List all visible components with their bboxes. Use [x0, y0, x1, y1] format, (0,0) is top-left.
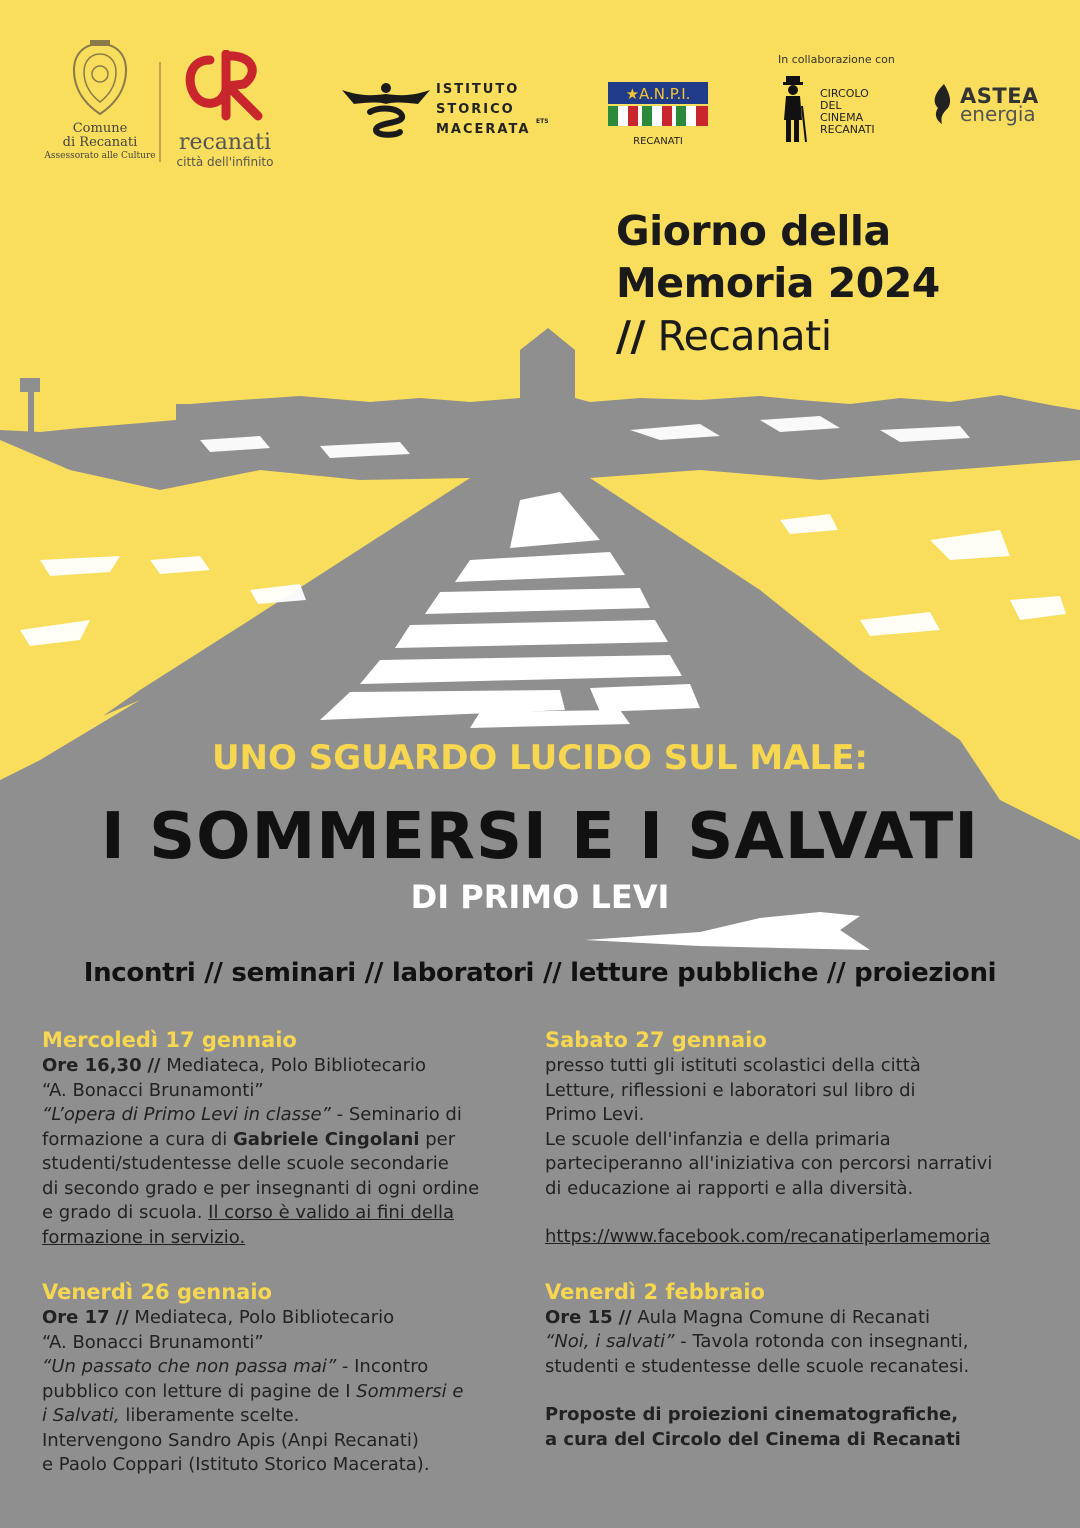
recanati-logo: [170, 50, 280, 169]
event-block-26-jan: [42, 1278, 522, 1478]
istituto-line2: STORICO: [436, 102, 515, 117]
event-slashes: //: [616, 312, 645, 360]
activities-line: [0, 958, 1080, 988]
comune-line3: Assessorato alle Culture: [44, 151, 156, 161]
event-desc-3: i Salvati, liberamente scelte.: [42, 1405, 300, 1426]
activity-separator: //: [826, 958, 846, 988]
event-desc-1: “L’opera di Primo Levi in classe” - Seminario di: [42, 1104, 462, 1125]
event-line1: Giorno della: [616, 207, 891, 255]
activity-item: laboratori: [391, 958, 535, 988]
event-block-2-feb: [545, 1278, 1045, 1453]
event-block-17-jan: [42, 1026, 522, 1250]
collab-label: In collaborazione con: [778, 53, 895, 66]
activity-item: Incontri: [83, 958, 196, 988]
anpi-caption: RECANATI: [633, 136, 683, 147]
flame-icon: [930, 84, 954, 124]
istituto-line3: MACERATA: [436, 122, 531, 137]
chimney: [28, 390, 34, 450]
astea-line1: ASTEA: [960, 84, 1039, 108]
circolo-line2: DEL: [820, 99, 842, 112]
astea-line2: energia: [960, 102, 1036, 126]
event-time-place: Ore 15 // Aula Magna Comune di Recanati: [545, 1306, 931, 1328]
recanati-name: recanati: [178, 130, 272, 155]
event-desc-4: Le scuole dell'infanzia e della primaria: [545, 1128, 891, 1150]
event-desc-4: di secondo grado e per insegnanti di ogni ordine: [42, 1177, 480, 1199]
event-date: Sabato 27 gennaio: [545, 1028, 767, 1052]
activity-item: seminari: [231, 958, 356, 988]
event-place2: “A. Bonacci Brunamonti”: [42, 1079, 264, 1101]
schedule-right-column: [545, 1026, 1045, 1480]
event-line2: Memoria 2024: [616, 259, 940, 307]
recanati-tagline: città dell'infinito: [176, 155, 274, 169]
event-place2: “A. Bonacci Brunamonti”: [42, 1331, 264, 1353]
istituto-ets: ETS: [536, 118, 549, 125]
event-desc-3: Primo Levi.: [545, 1104, 645, 1125]
comune-line2: di Recanati: [62, 135, 138, 150]
activity-separator: //: [204, 958, 223, 988]
event-desc-2: studenti e studentesse delle scuole recanatesi.: [545, 1355, 970, 1377]
chaplin-silhouette-icon: [780, 76, 808, 146]
event-city-line: [616, 309, 940, 363]
circolo-text: [820, 88, 875, 136]
event-desc-1: “Noi, i salvati” - Tavola rotonda con insegnanti,: [545, 1331, 969, 1352]
event-city: Recanati: [657, 312, 832, 360]
event-desc-1: presso tutti gli istituti scolastici della città: [545, 1055, 921, 1076]
activity-separator: //: [364, 958, 384, 988]
spacer: [545, 1201, 1045, 1225]
circolo-line1: CIRCOLO: [820, 87, 869, 100]
projections-line1: Proposte di proiezioni cinematografiche,: [545, 1404, 959, 1425]
subtitle: UNO SGUARDO LUCIDO SUL MALE:: [211, 738, 869, 778]
logo-divider: [159, 62, 161, 162]
event-block-27-jan: [545, 1026, 1045, 1250]
activity-item: letture pubbliche: [570, 958, 819, 988]
anpi-flag-icon: [608, 82, 708, 128]
schedule-left-column: [42, 1026, 522, 1506]
author: DI PRIMO LEVI: [410, 878, 670, 916]
event-desc-5: e Paolo Coppari (Istituto Storico Macerata).: [42, 1454, 430, 1475]
event-desc-3: studenti/studentesse delle scuole secondarie: [42, 1153, 449, 1174]
event-desc-1: “Un passato che non passa mai” - Incontro: [42, 1356, 429, 1377]
event-desc-5: parteciperanno all'iniziativa con percorsi narrativi: [545, 1153, 993, 1174]
recanati-r-logo: [180, 50, 270, 122]
comune-line1: Comune: [72, 121, 128, 136]
event-desc-4: Intervengono Sandro Apis (Anpi Recanati): [42, 1429, 419, 1451]
chimney-top: [20, 378, 40, 392]
circolo-line3: CINEMA: [820, 111, 864, 124]
event-desc-6: formazione in servizio.: [42, 1226, 246, 1248]
event-date: Venerdì 26 gennaio: [42, 1280, 272, 1304]
comune-logo: [40, 40, 160, 162]
event-time-place: Ore 17 // Mediateca, Polo Bibliotecario: [42, 1307, 395, 1328]
event-date: Venerdì 2 febbraio: [545, 1279, 765, 1304]
activity-separator: //: [542, 958, 562, 988]
spacer: [545, 1379, 1045, 1403]
event-date: Mercoledì 17 gennaio: [42, 1028, 297, 1052]
projections-line2: a cura del Circolo del Cinema di Recanati: [545, 1428, 961, 1450]
circolo-line4: RECANATI: [820, 123, 875, 136]
event-desc-5: e grado di scuola. Il corso è valido ai fini della: [42, 1202, 454, 1223]
event-desc-2: Letture, riflessioni e laboratori sul libro di: [545, 1079, 916, 1101]
activity-item: proiezioni: [854, 958, 997, 988]
event-heading: [616, 205, 940, 363]
event-desc-2: pubblico con letture di pagine de I Sommersi e: [42, 1380, 464, 1402]
istituto-line1: ISTITUTO: [436, 82, 520, 97]
event-desc-6: di educazione ai rapporti e alla diversità.: [545, 1177, 914, 1199]
svg-text:★A.N.P.I.: ★A.N.P.I.: [625, 85, 691, 103]
coat-of-arms-icon: [68, 40, 132, 118]
facebook-link[interactable]: https://www.facebook.com/recanatiperlamemoria: [545, 1226, 991, 1247]
anpi-logo: [608, 82, 708, 147]
main-title: I SOMMERSI E I SALVATI: [100, 800, 980, 874]
event-desc-2: formazione a cura di Gabriele Cingolani per: [42, 1128, 456, 1150]
istituto-emblem-icon: [340, 82, 432, 142]
event-time-place: Ore 16,30 // Mediateca, Polo Bibliotecario: [42, 1055, 427, 1076]
